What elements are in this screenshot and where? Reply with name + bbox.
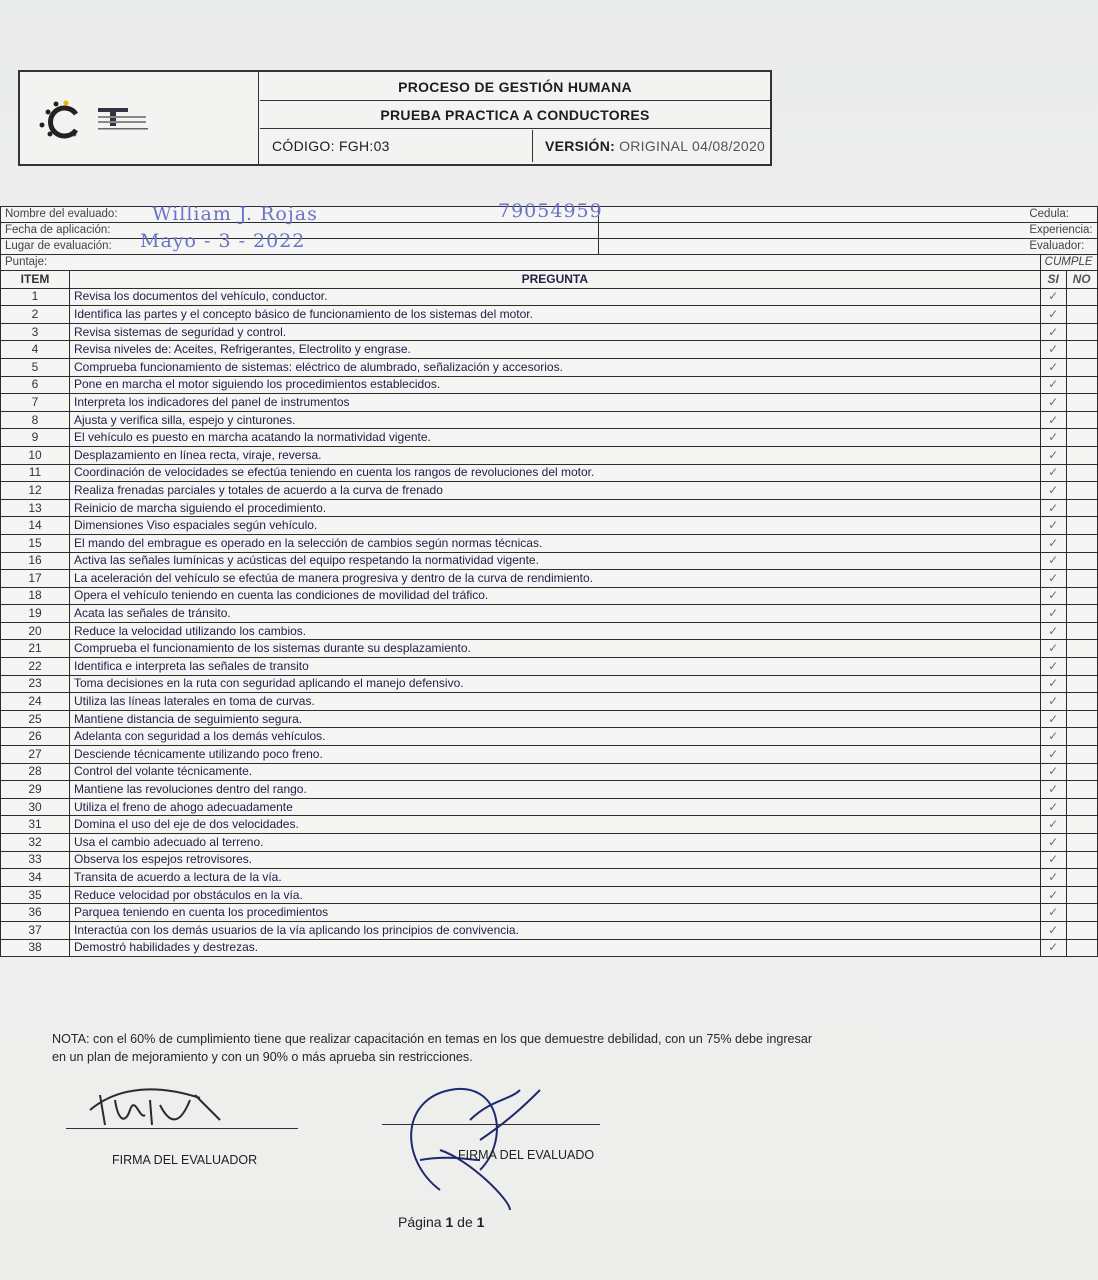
item-number: 34 — [1, 869, 70, 887]
question-text: Observa los espejos retrovisores. — [70, 851, 1041, 869]
no-cell — [1066, 288, 1097, 306]
question-row — [1, 587, 1098, 605]
evaluated-signature — [380, 1060, 600, 1210]
si-cell — [1040, 570, 1066, 588]
page-number — [398, 1214, 484, 1230]
evaluator-signature-line — [66, 1128, 298, 1129]
no-cell — [1066, 306, 1097, 324]
question-text: Coordinación de velocidades se efectúa teniendo en cuenta los rangos de revoluciones del motor. — [70, 464, 1041, 482]
experiencia-label: Experiencia: — [599, 223, 1097, 239]
checkmark-icon: ✓ — [1048, 289, 1059, 304]
process-title: PROCESO DE GESTIÓN HUMANA — [260, 74, 770, 101]
question-text: Desplazamiento en línea recta, viraje, reversa. — [70, 446, 1041, 464]
item-number: 5 — [1, 358, 70, 376]
item-number: 28 — [1, 763, 70, 781]
si-cell — [1040, 763, 1066, 781]
item-number: 3 — [1, 323, 70, 341]
si-cell — [1040, 482, 1066, 500]
checkmark-icon: ✓ — [1048, 922, 1059, 937]
question-text: Utiliza el freno de ahogo adecuadamente — [70, 798, 1041, 816]
no-cell — [1066, 816, 1097, 834]
question-text: Demostró habilidades y destrezas. — [70, 939, 1041, 957]
question-text: Transita de acuerdo a lectura de la vía. — [70, 869, 1041, 887]
item-number: 20 — [1, 622, 70, 640]
question-text: Interpreta los indicadores del panel de instrumentos — [70, 394, 1041, 412]
question-row — [1, 482, 1098, 500]
question-text: Reduce la velocidad utilizando los cambios. — [70, 622, 1041, 640]
si-cell — [1040, 429, 1066, 447]
checkmark-icon: ✓ — [1048, 746, 1059, 761]
item-number: 22 — [1, 658, 70, 676]
si-cell — [1040, 306, 1066, 324]
item-number: 9 — [1, 429, 70, 447]
question-text: Revisa los documentos del vehículo, conductor. — [70, 288, 1041, 306]
item-number: 37 — [1, 921, 70, 939]
no-cell — [1066, 534, 1097, 552]
question-row — [1, 816, 1098, 834]
si-cell — [1040, 746, 1066, 764]
item-number: 13 — [1, 499, 70, 517]
checkmark-icon: ✓ — [1048, 834, 1059, 849]
item-number: 36 — [1, 904, 70, 922]
question-row — [1, 693, 1098, 711]
question-text: Interactúa con los demás usuarios de la vía aplicando los principios de convivencia. — [70, 921, 1041, 939]
question-row — [1, 534, 1098, 552]
checkmark-icon: ✓ — [1048, 782, 1059, 797]
si-cell — [1040, 693, 1066, 711]
checkmark-icon: ✓ — [1048, 377, 1059, 392]
question-row — [1, 869, 1098, 887]
question-text: Ajusta y verifica silla, espejo y cinturones. — [70, 411, 1041, 429]
question-text: Mantiene las revoluciones dentro del rango. — [70, 781, 1041, 799]
item-number: 7 — [1, 394, 70, 412]
checkmark-icon: ✓ — [1048, 342, 1059, 357]
checkmark-icon: ✓ — [1048, 553, 1059, 568]
no-cell — [1066, 358, 1097, 376]
no-cell — [1066, 834, 1097, 852]
question-row — [1, 710, 1098, 728]
no-cell — [1066, 517, 1097, 535]
question-text: Adelanta con seguridad a los demás vehículos. — [70, 728, 1041, 746]
item-number: 25 — [1, 710, 70, 728]
evaluador-label: Evaluador: — [599, 239, 1097, 255]
question-row — [1, 675, 1098, 693]
checkmark-icon: ✓ — [1048, 623, 1059, 638]
si-cell — [1040, 446, 1066, 464]
item-number: 11 — [1, 464, 70, 482]
info-row-puntaje — [1, 255, 1098, 271]
no-cell — [1066, 376, 1097, 394]
checkmark-icon: ✓ — [1048, 764, 1059, 779]
question-row — [1, 411, 1098, 429]
item-number: 8 — [1, 411, 70, 429]
item-number: 12 — [1, 482, 70, 500]
question-row — [1, 939, 1098, 957]
si-cell — [1040, 376, 1066, 394]
item-number: 35 — [1, 886, 70, 904]
si-cell — [1040, 781, 1066, 799]
question-row — [1, 763, 1098, 781]
question-text: Opera el vehículo teniendo en cuenta las condiciones de movilidad del tráfico. — [70, 587, 1041, 605]
question-text: Dimensiones Viso espaciales según vehículo. — [70, 517, 1041, 535]
evaluated-signature-label: FIRMA DEL EVALUADO — [458, 1148, 595, 1162]
no-cell — [1066, 411, 1097, 429]
checkmark-icon: ✓ — [1048, 394, 1059, 409]
checkmark-icon: ✓ — [1048, 676, 1059, 691]
checkmark-icon: ✓ — [1048, 412, 1059, 427]
question-text: Revisa sistemas de seguridad y control. — [70, 323, 1041, 341]
version-label: VERSIÓN: — [545, 138, 616, 154]
evaluation-table — [0, 206, 1098, 957]
si-cell — [1040, 886, 1066, 904]
no-cell — [1066, 746, 1097, 764]
checkmark-icon: ✓ — [1048, 817, 1059, 832]
no-cell — [1066, 904, 1097, 922]
no-cell — [1066, 499, 1097, 517]
question-row — [1, 446, 1098, 464]
no-cell — [1066, 675, 1097, 693]
puntaje-label: Puntaje: — [1, 255, 1041, 271]
no-cell — [1066, 570, 1097, 588]
item-number: 24 — [1, 693, 70, 711]
checkmark-icon: ✓ — [1048, 869, 1059, 884]
question-row — [1, 904, 1098, 922]
item-number: 15 — [1, 534, 70, 552]
question-row — [1, 798, 1098, 816]
handwritten-cedula: 79054959 — [498, 200, 603, 222]
question-text: Control del volante técnicamente. — [70, 763, 1041, 781]
evaluator-signature — [80, 1080, 250, 1130]
si-cell — [1040, 622, 1066, 640]
checkmark-icon: ✓ — [1048, 535, 1059, 550]
question-text: Usa el cambio adecuado al terreno. — [70, 834, 1041, 852]
question-text: Revisa niveles de: Aceites, Refrigerantes, Electrolito y engrase. — [70, 341, 1041, 359]
si-cell — [1040, 851, 1066, 869]
item-number: 33 — [1, 851, 70, 869]
si-cell — [1040, 869, 1066, 887]
page-current: 1 — [445, 1214, 454, 1230]
si-cell — [1040, 464, 1066, 482]
question-text: Reinicio de marcha siguiendo el procedimiento. — [70, 499, 1041, 517]
item-number: 23 — [1, 675, 70, 693]
si-cell — [1040, 728, 1066, 746]
handwritten-nombre: William J. Rojas — [152, 203, 318, 225]
form-version — [533, 138, 765, 154]
question-row — [1, 306, 1098, 324]
question-row — [1, 394, 1098, 412]
item-number: 18 — [1, 587, 70, 605]
question-text: Identifica las partes y el concepto básico de funcionamiento de los sistemas del motor. — [70, 306, 1041, 324]
cumple-header: CUMPLE — [1040, 255, 1097, 271]
question-text: Comprueba funcionamiento de sistemas: eléctrico de alumbrado, señalización y accesorios. — [70, 358, 1041, 376]
question-row — [1, 358, 1098, 376]
si-header: SI — [1040, 271, 1066, 289]
question-text: Comprueba el funcionamiento de los sistemas durante su desplazamiento. — [70, 640, 1041, 658]
question-row — [1, 886, 1098, 904]
code-version-row — [260, 130, 770, 162]
checkmark-icon: ✓ — [1048, 694, 1059, 709]
question-row — [1, 288, 1098, 306]
item-number: 21 — [1, 640, 70, 658]
checkmark-icon: ✓ — [1048, 430, 1059, 445]
page-mid: de — [457, 1214, 473, 1230]
checkmark-icon: ✓ — [1048, 729, 1059, 744]
checkmark-icon: ✓ — [1048, 482, 1059, 497]
no-cell — [1066, 693, 1097, 711]
no-cell — [1066, 728, 1097, 746]
item-number: 2 — [1, 306, 70, 324]
checkmark-icon: ✓ — [1048, 465, 1059, 480]
checkmark-icon: ✓ — [1048, 500, 1059, 515]
form-title: PRUEBA PRACTICA A CONDUCTORES — [260, 102, 770, 129]
item-number: 16 — [1, 552, 70, 570]
item-number: 26 — [1, 728, 70, 746]
fecha-label: Fecha de aplicación: — [1, 223, 599, 239]
si-cell — [1040, 499, 1066, 517]
question-row — [1, 376, 1098, 394]
no-cell — [1066, 798, 1097, 816]
checkmark-icon: ✓ — [1048, 940, 1059, 955]
question-row — [1, 781, 1098, 799]
checkmark-icon: ✓ — [1048, 570, 1059, 585]
no-cell — [1066, 763, 1097, 781]
question-text: La aceleración del vehículo se efectúa de manera progresiva y dentro de la curva de rendimiento. — [70, 570, 1041, 588]
question-text: Acata las señales de tránsito. — [70, 605, 1041, 623]
item-number: 6 — [1, 376, 70, 394]
item-number: 1 — [1, 288, 70, 306]
no-header: NO — [1066, 271, 1097, 289]
question-row — [1, 499, 1098, 517]
question-row — [1, 429, 1098, 447]
checkmark-icon: ✓ — [1048, 799, 1059, 814]
si-cell — [1040, 834, 1066, 852]
no-cell — [1066, 886, 1097, 904]
question-row — [1, 464, 1098, 482]
question-text: Desciende técnicamente utilizando poco freno. — [70, 746, 1041, 764]
checkmark-icon: ✓ — [1048, 306, 1059, 321]
checkmark-icon: ✓ — [1048, 447, 1059, 462]
question-row — [1, 323, 1098, 341]
nombre-label: Nombre del evaluado: — [1, 207, 599, 223]
question-row — [1, 552, 1098, 570]
checkmark-icon: ✓ — [1048, 887, 1059, 902]
question-row — [1, 640, 1098, 658]
item-number: 29 — [1, 781, 70, 799]
page-prefix: Página — [398, 1214, 442, 1230]
question-row — [1, 658, 1098, 676]
checkmark-icon: ✓ — [1048, 852, 1059, 867]
checkmark-icon: ✓ — [1048, 641, 1059, 656]
si-cell — [1040, 816, 1066, 834]
checkmark-icon: ✓ — [1048, 658, 1059, 673]
no-cell — [1066, 921, 1097, 939]
si-cell — [1040, 640, 1066, 658]
checkmark-icon: ✓ — [1048, 711, 1059, 726]
question-text: Utiliza las líneas laterales en toma de curvas. — [70, 693, 1041, 711]
checkmark-icon: ✓ — [1048, 359, 1059, 374]
no-cell — [1066, 341, 1097, 359]
no-cell — [1066, 605, 1097, 623]
question-text: Parquea teniendo en cuenta los procedimientos — [70, 904, 1041, 922]
evaluator-signature-label: FIRMA DEL EVALUADOR — [112, 1153, 258, 1167]
no-cell — [1066, 482, 1097, 500]
si-cell — [1040, 534, 1066, 552]
checkmark-icon: ✓ — [1048, 324, 1059, 339]
si-cell — [1040, 358, 1066, 376]
si-cell — [1040, 605, 1066, 623]
item-number: 27 — [1, 746, 70, 764]
question-text: Domina el uso del eje de dos velocidades. — [70, 816, 1041, 834]
no-cell — [1066, 640, 1097, 658]
page-total: 1 — [476, 1214, 485, 1230]
no-cell — [1066, 939, 1097, 957]
evaluated-signature-line — [382, 1124, 600, 1125]
question-row — [1, 570, 1098, 588]
question-row — [1, 851, 1098, 869]
no-cell — [1066, 552, 1097, 570]
form-code: CÓDIGO: FGH:03 — [260, 130, 533, 162]
no-cell — [1066, 622, 1097, 640]
si-cell — [1040, 341, 1066, 359]
item-number: 31 — [1, 816, 70, 834]
no-cell — [1066, 429, 1097, 447]
no-cell — [1066, 781, 1097, 799]
no-cell — [1066, 394, 1097, 412]
question-text: Identifica e interpreta las señales de transito — [70, 658, 1041, 676]
question-text: Reduce velocidad por obstáculos en la vía. — [70, 886, 1041, 904]
question-text: Realiza frenadas parciales y totales de acuerdo a la curva de frenado — [70, 482, 1041, 500]
item-header: ITEM — [1, 271, 70, 289]
si-cell — [1040, 552, 1066, 570]
item-number: 32 — [1, 834, 70, 852]
no-cell — [1066, 464, 1097, 482]
item-number: 17 — [1, 570, 70, 588]
no-cell — [1066, 323, 1097, 341]
checkmark-icon: ✓ — [1048, 905, 1059, 920]
question-text: El vehículo es puesto en marcha acatando la normatividad vigente. — [70, 429, 1041, 447]
no-cell — [1066, 710, 1097, 728]
question-row — [1, 834, 1098, 852]
company-logo — [20, 72, 259, 164]
question-row — [1, 921, 1098, 939]
si-cell — [1040, 587, 1066, 605]
question-row — [1, 728, 1098, 746]
pregunta-header: PREGUNTA — [70, 271, 1041, 289]
version-value: ORIGINAL 04/08/2020 — [619, 138, 766, 154]
lugar-label: Lugar de evaluación: — [1, 239, 599, 255]
handwritten-fecha: Mayo - 3 - 2022 — [140, 230, 306, 252]
question-row — [1, 341, 1098, 359]
question-text: Pone en marcha el motor siguiendo los procedimientos establecidos. — [70, 376, 1041, 394]
no-cell — [1066, 587, 1097, 605]
item-number: 4 — [1, 341, 70, 359]
item-number: 30 — [1, 798, 70, 816]
form-header — [18, 70, 772, 166]
si-cell — [1040, 921, 1066, 939]
item-number: 38 — [1, 939, 70, 957]
checkmark-icon: ✓ — [1048, 518, 1059, 533]
si-cell — [1040, 323, 1066, 341]
question-row — [1, 605, 1098, 623]
no-cell — [1066, 869, 1097, 887]
si-cell — [1040, 394, 1066, 412]
question-row — [1, 746, 1098, 764]
question-row — [1, 622, 1098, 640]
table-header-row — [1, 271, 1098, 289]
item-number: 14 — [1, 517, 70, 535]
si-cell — [1040, 904, 1066, 922]
question-text: Mantiene distancia de seguimiento segura. — [70, 710, 1041, 728]
si-cell — [1040, 939, 1066, 957]
si-cell — [1040, 798, 1066, 816]
no-cell — [1066, 851, 1097, 869]
si-cell — [1040, 675, 1066, 693]
si-cell — [1040, 517, 1066, 535]
item-number: 10 — [1, 446, 70, 464]
si-cell — [1040, 658, 1066, 676]
question-text: Activa las señales lumínicas y acústicas del equipo respetando la normatividad vigente. — [70, 552, 1041, 570]
si-cell — [1040, 411, 1066, 429]
item-number: 19 — [1, 605, 70, 623]
checkmark-icon: ✓ — [1048, 606, 1059, 621]
checkmark-icon: ✓ — [1048, 588, 1059, 603]
no-cell — [1066, 446, 1097, 464]
question-text: Toma decisiones en la ruta con seguridad aplicando el manejo defensivo. — [70, 675, 1041, 693]
si-cell — [1040, 288, 1066, 306]
question-row — [1, 517, 1098, 535]
si-cell — [1040, 710, 1066, 728]
note-text: NOTA: con el 60% de cumplimiento tiene que realizar capacitación en temas en los que demuestre debilidad, con un 75% debe ingresar en un plan de mejoramiento y con un 90% o más aprueba sin restricciones. — [52, 1032, 813, 1064]
cedula-label: Cedula: — [599, 207, 1097, 223]
no-cell — [1066, 658, 1097, 676]
question-text: El mando del embrague es operado en la selección de cambios según normas técnicas. — [70, 534, 1041, 552]
